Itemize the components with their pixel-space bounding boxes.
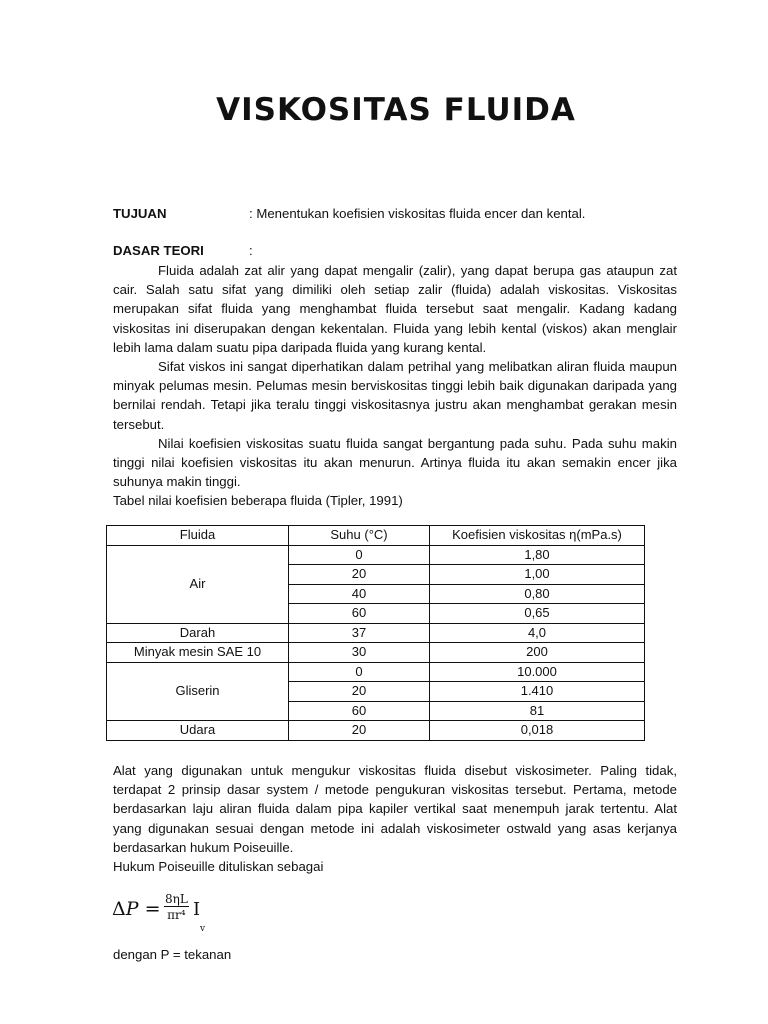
fluid-name-cell: Gliserin <box>107 662 289 721</box>
temperature-cell: 40 <box>289 584 430 604</box>
paragraph-5: Hukum Poiseuille dituliskan sebagai <box>113 859 324 875</box>
fluid-name-cell: Udara <box>107 721 289 741</box>
dasar-teori-colon: : <box>249 243 253 258</box>
tujuan-label: TUJUAN <box>113 206 167 221</box>
table-caption: Tabel nilai koefisien beberapa fluida (Tipler, 1991) <box>113 493 403 509</box>
formula-equals: = <box>138 898 161 920</box>
viscosity-cell: 0,80 <box>430 584 645 604</box>
header-fluida: Fluida <box>107 526 289 546</box>
dasar-teori-row <box>113 241 677 260</box>
viscosity-cell: 0,65 <box>430 604 645 624</box>
temperature-cell: 0 <box>289 545 430 565</box>
temperature-cell: 20 <box>289 682 430 702</box>
table-row <box>107 721 645 741</box>
temperature-cell: 60 <box>289 604 430 624</box>
paragraph-4: Alat yang digunakan untuk mengukur viskositas fluida disebut viskosimeter. Paling tidak, terdapat 2 prinsip dasar system / metode pengukuran viskositas tersebut. Pertama, metode berdasarkan laju aliran fluida dalam pipa kapiler vertikal saat menempuh jarak tertentu. Alat yang digunakan sesuai dengan metode ini adalah viskosimeter ostwald yang asas kerjanya berdasarkan hukum Poiseuille. <box>113 763 677 855</box>
formula-delta: Δ <box>112 898 126 920</box>
viscosity-cell: 10.000 <box>430 662 645 682</box>
formula-variable: P <box>125 898 139 920</box>
tujuan-row <box>113 204 677 223</box>
instrument-body <box>113 761 677 876</box>
viscosity-cell: 200 <box>430 643 645 663</box>
temperature-cell: 30 <box>289 643 430 663</box>
viscosity-table <box>106 525 645 741</box>
table-header-row <box>107 526 645 546</box>
temperature-cell: 20 <box>289 565 430 585</box>
viscosity-cell: 1,00 <box>430 565 645 585</box>
header-suhu: Suhu (°C) <box>289 526 430 546</box>
header-koefisien: Koefisien viskositas η(mPa.s) <box>430 526 645 546</box>
dasar-teori-label: DASAR TEORI <box>113 243 204 258</box>
formula-subscript: v <box>200 924 206 934</box>
table-row <box>107 545 645 565</box>
theory-body <box>113 261 677 511</box>
viscosity-cell: 1.410 <box>430 682 645 702</box>
temperature-cell: 20 <box>289 721 430 741</box>
viscosity-cell: 1,80 <box>430 545 645 565</box>
tujuan-text: : Menentukan koefisien viskositas fluida encer dan kental. <box>249 206 586 221</box>
paragraph-2: Sifat viskos ini sangat diperhatikan dalam petrihal yang melibatkan aliran fluida maupun minyak pelumas mesin. Pelumas mesin berviskositas tinggi lebih baik digunakan daripada yang bernilai rendah. Tetapi jika teralu tinggi viskositasnya justru akan menghambat gerakan mesin tersebut. <box>113 359 677 432</box>
formula-lhs <box>112 900 161 919</box>
temperature-cell: 60 <box>289 701 430 721</box>
formula-factor: I <box>193 899 201 920</box>
fluid-name-cell: Air <box>107 545 289 623</box>
table-row <box>107 643 645 663</box>
table-row <box>107 623 645 643</box>
paragraph-3: Nilai koefisien viskositas suatu fluida sangat bergantung pada suhu. Pada suhu makin tinggi nilai koefisien viskositas itu akan menurun. Artinya fluida itu akan semakin encer jika suhunya makin tinggi. <box>113 435 677 490</box>
table-row <box>107 662 645 682</box>
viscosity-cell: 81 <box>430 701 645 721</box>
fluid-name-cell: Minyak mesin SAE 10 <box>107 643 289 663</box>
paragraph-1: Fluida adalah zat alir yang dapat mengalir (zalir), yang dapat berupa gas ataupun zat cair. Salah satu sifat yang dimiliki oleh setiap zalir (fluida) adalah viskositas. Viskositas merupakan sifat fluida yang menghambat fluida tersebut saat mengalir. Kadang kadang viskositas ini diserupakan dengan kekentalan. Fluida yang lebih kental (viskos) akan menglair lebih lama dalam suatu pipa daripada fluida yang kurang kental. <box>113 263 677 355</box>
formula-numerator: 8ηL <box>165 892 188 906</box>
viscosity-cell: 4,0 <box>430 623 645 643</box>
temperature-cell: 0 <box>289 662 430 682</box>
formula-denominator: πr⁴ <box>167 908 186 922</box>
fluid-name-cell: Darah <box>107 623 289 643</box>
viscosity-cell: 0,018 <box>430 721 645 741</box>
document-title: VISKOSITAS FLUIDA <box>216 92 576 128</box>
formula-fraction <box>164 892 189 922</box>
temperature-cell: 37 <box>289 623 430 643</box>
footer-line: dengan P = tekanan <box>113 947 232 962</box>
